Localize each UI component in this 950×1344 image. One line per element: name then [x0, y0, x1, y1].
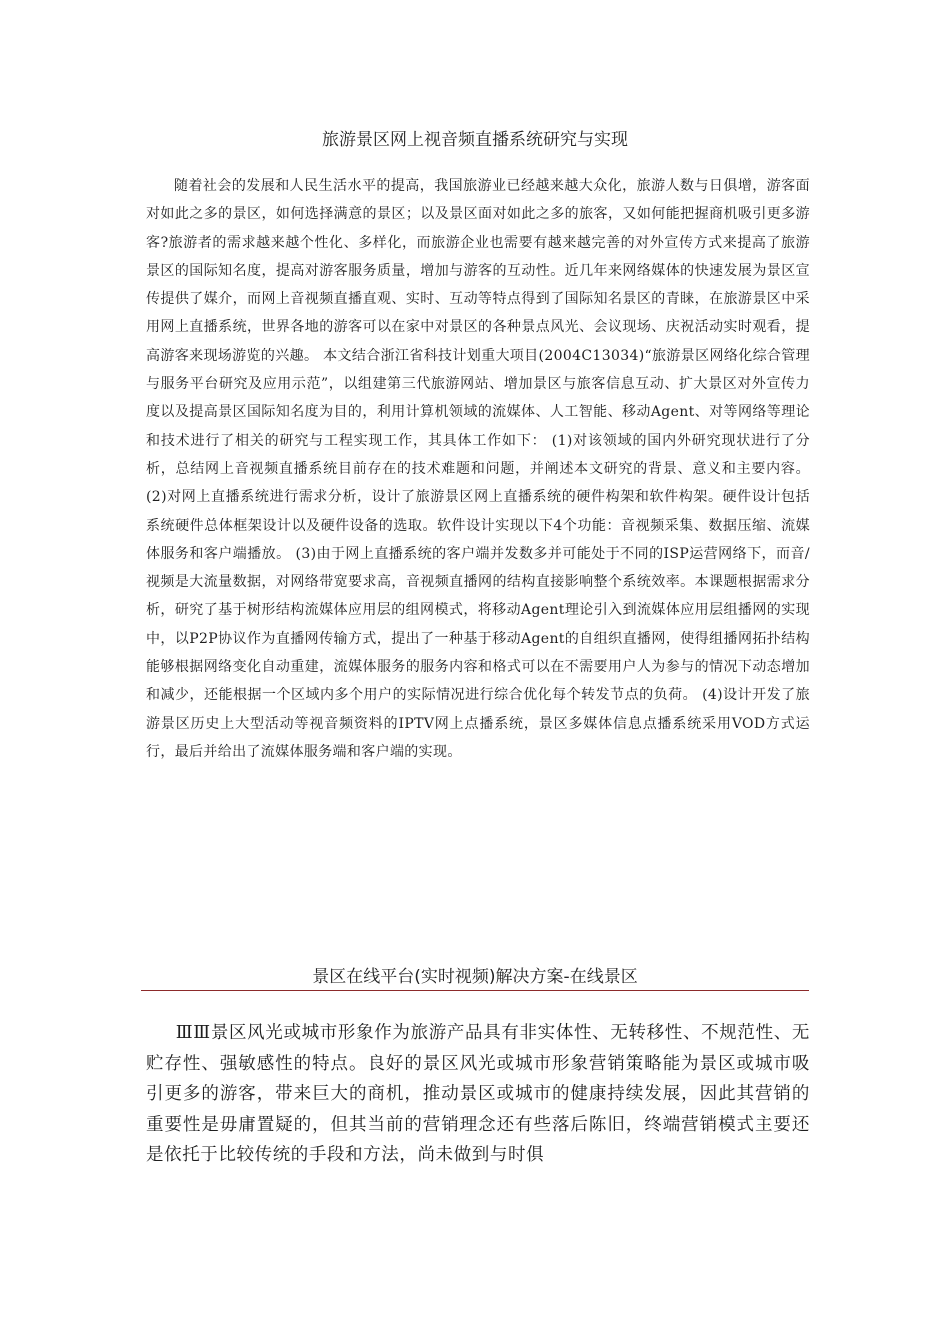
heading-underline	[141, 990, 809, 991]
section-paragraph: ⅢⅢ景区风光或城市形象作为旅游产品具有非实体性、无转移性、不规范性、无贮存性、强敏感性的特点。良好的景区风光或城市形象营销策略能为景区或城市吸引更多的游客，带来巨大的商机，推动景区或城市的健康持续发展，因此其营销的重要性是毋庸置疑的，但其当前的营销理念还有些落后陈旧，终端营销模式主要还是依托于比较传统的手段和方法，尚未做到与时俱	[146, 1023, 810, 1165]
abstract-paragraph: 随着社会的发展和人民生活水平的提高，我国旅游业已经越来越大众化，旅游人数与日俱增，游客面对如此之多的景区，如何选择满意的景区；以及景区面对如此之多的旅客，又如何能把握商机吸引更多游客?旅游者的需求越来越个性化、多样化，而旅游企业也需要有越来越完善的对外宣传方式来提高了旅游景区的国际知名度，提高对游客服务质量，增加与游客的互动性。近几年来网络媒体的快速发展为景区宣传提供了媒介，而网上音视频直播直观、实时、互动等特点得到了国际知名景区的青睐，在旅游景区中采用网上直播系统，世界各地的游客可以在家中对景区的各种景点风光、会议现场、庆祝活动实时观看，提高游客来现场游览的兴趣。 本文结合浙江省科技计划重大项目(2004C13034)“旅游景区网络化综合管理与服务平台研究及应用示范”，以组建第三代旅游网站、增加景区与旅客信息互动、扩大景区对外宣传力度以及提高景区国际知名度为目的，利用计算机领域的流媒体、人工智能、移动Agent、对等网络等理论和技术进行了相关的研究与工程实现工作，其具体工作如下： (1)对该领域的国内外研究现状进行了分析，总结网上音视频直播系统目前存在的技术难题和问题，并阐述本文研究的背景、意义和主要内容。 (2)对网上直播系统进行需求分析，设计了旅游景区网上直播系统的硬件构架和软件构架。硬件设计包括系统硬件总体框架设计以及硬件设备的选取。软件设计实现以下4个功能：音视频采集、数据压缩、流媒体服务和客户端播放。 (3)由于网上直播系统的客户端并发数多并可能处于不同的ISP运营网络下，而音/视频是大流量数据，对网络带宽要求高，音视频直播网的结构直接影响整个系统效率。本课题根据需求分析，研究了基于树形结构流媒体应用层的组网模式，将移动Agent理论引入到流媒体应用层组播网的实现中，以P2P协议作为直播网传输方式，提出了一种基于移动Agent的自组织直播网，使得组播网拓扑结构能够根据网络变化自动重建，流媒体服务的服务内容和格式可以在不需要用户人为参与的情况下动态增加和减少，还能根据一个区域内多个用户的实际情况进行综合优化每个转发节点的负荷。 (4)设计开发了旅游景区历史上大型活动等视音频资料的IPTV网上点播系统，景区多媒体信息点播系统采用VOD方式运行，最后并给出了流媒体服务端和客户端的实现。	[146, 178, 810, 760]
paper-title: 旅游景区网上视音频直播系统研究与实现	[322, 130, 628, 150]
section-heading: 景区在线平台(实时视频)解决方案-在线景区	[312, 967, 638, 987]
